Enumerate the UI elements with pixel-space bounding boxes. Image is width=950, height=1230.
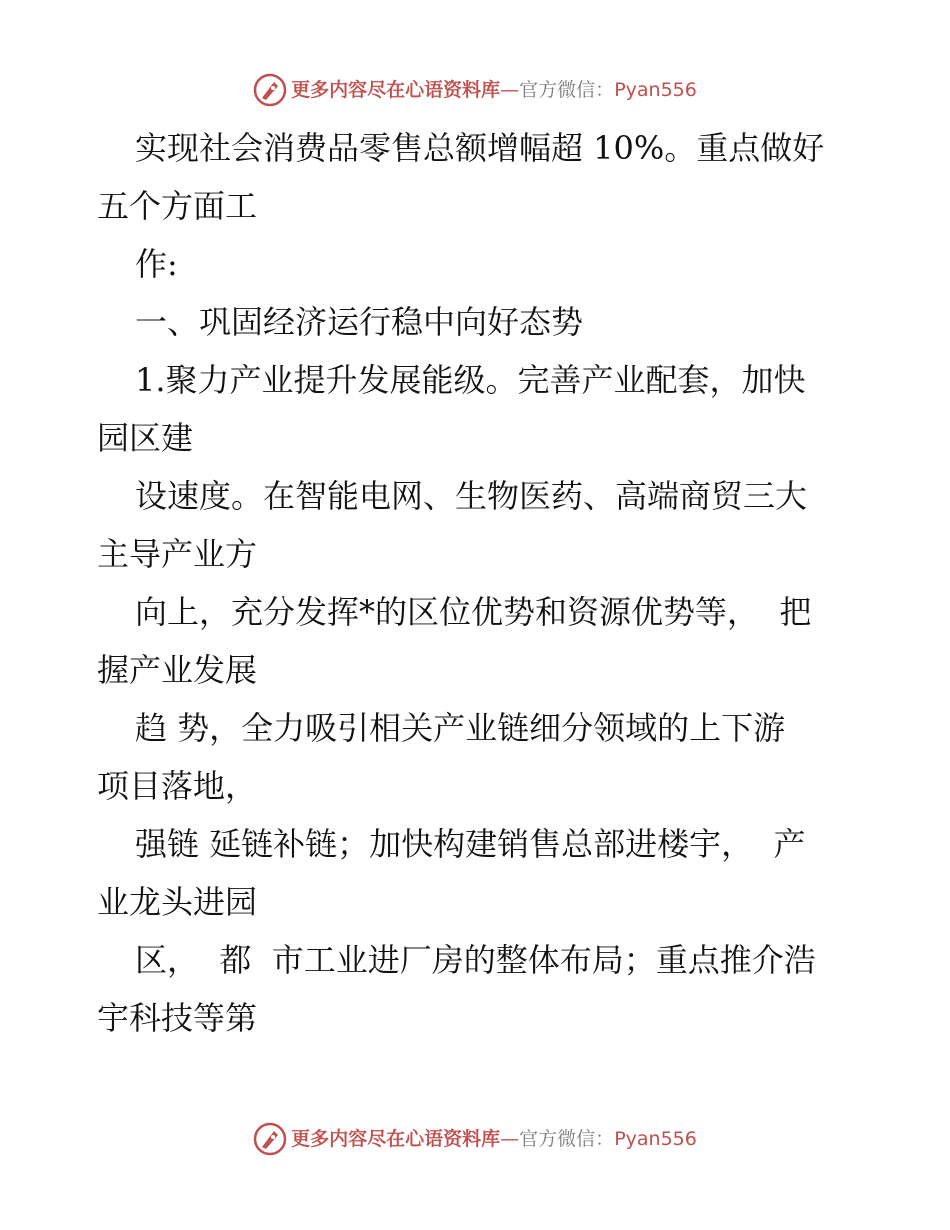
banner-brand-text: 更多内容尽在心语资料库 <box>291 1127 501 1150</box>
text-line: 宇科技等第 <box>97 999 258 1037</box>
text-line: 1.聚力产业提升发展能级。完善产业配套，加快 <box>135 361 806 399</box>
banner-dash: — <box>500 78 520 101</box>
text-line: 一、巩固经济运行稳中向好态势 <box>135 303 584 341</box>
text-line: 设速度。在智能电网、生物医药、高端商贸三大 <box>135 477 808 515</box>
text-line: 作: <box>135 245 178 283</box>
text-line: 业龙头进园 <box>97 883 258 921</box>
text-line: 园区建 <box>97 419 194 457</box>
banner-brand-text: 更多内容尽在心语资料库 <box>291 78 501 101</box>
text-line: 主导产业方 <box>97 535 258 573</box>
banner-wechat-label: 官方微信： <box>519 1127 615 1150</box>
text-line: 趋 势，全力吸引相关产业链细分领域的上下游 <box>135 709 786 747</box>
text-line: 实现社会消费品零售总额增幅超 10%。重点做好 <box>135 129 825 167</box>
text-line: 五个方面工 <box>97 187 258 225</box>
banner-wechat-id: Pyan556 <box>614 1127 697 1150</box>
footer-banner <box>0 1119 950 1159</box>
text-line: 强链 延链补链；加快构建销售总部进楼宇， 产 <box>135 825 806 863</box>
banner-dash: — <box>500 1127 520 1150</box>
text-line: 项目落地， <box>97 767 258 805</box>
text-line: 向上，充分发挥*的区位优势和资源优势等， 把 <box>135 593 812 631</box>
header-banner <box>0 70 950 110</box>
banner-wechat-id: Pyan556 <box>614 78 697 101</box>
text-line: 握产业发展 <box>97 651 258 689</box>
pen-nib-logo-icon <box>253 73 287 107</box>
pen-nib-logo-icon <box>253 1122 287 1156</box>
document-body <box>97 119 857 1047</box>
text-line: 区， 都 市工业进厂房的整体布局；重点推介浩 <box>135 941 816 979</box>
banner-wechat-label: 官方微信： <box>519 78 615 101</box>
